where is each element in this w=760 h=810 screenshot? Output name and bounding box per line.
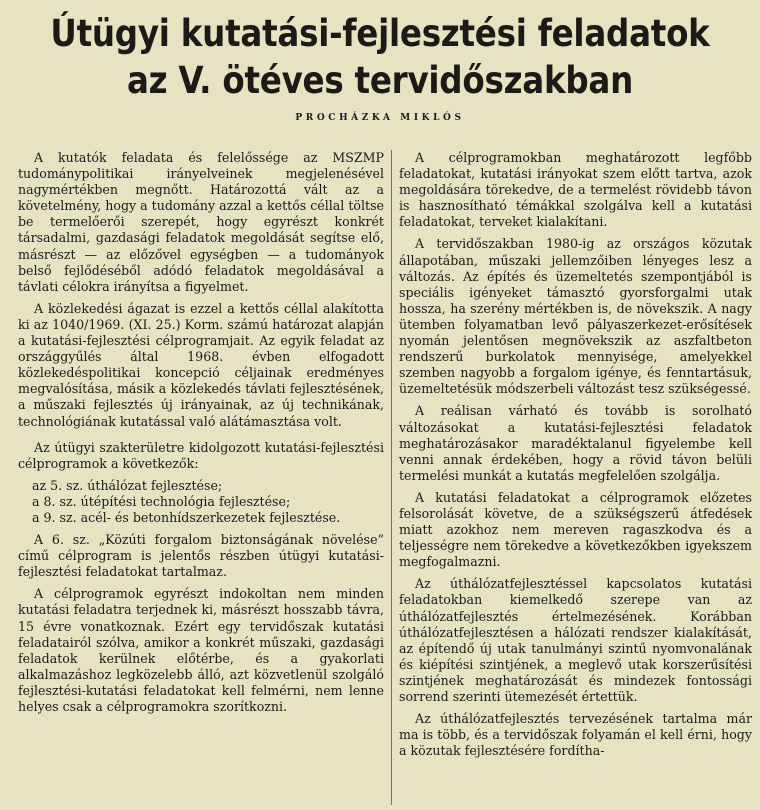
paragraph: A közlekedési ágazat is ezzel a kettős céllal alakította ki az 1040/1969. (XI. 25.) Korm. számú határozat alapján a kutatási-fejlesztési célprogramjait. Az egyik feladat az országgyűlés által 1968. évben elfogadott közlekedéspolitikai koncepció céljainak eredményes megvalósítása, másik a közlekedés távlati fejlesztésének, a műszaki fejlesztés új irányainak, az új technikának, technológiának kutatással való alátámasztása volt. bbox=[18, 300, 384, 429]
column-divider bbox=[391, 150, 392, 805]
article-title bbox=[46, 10, 715, 104]
title-line-2: az V. ötéves tervidőszakban bbox=[126, 59, 634, 102]
paragraph: Az útügyi szakterületre kidolgozott kutatási-fejlesztési célprogramok a következők: bbox=[18, 439, 384, 471]
list-item: a 9. sz. acél- és betonhídszerkezetek fejlesztése. bbox=[32, 509, 341, 525]
author-byline: PROCHÁZKA MIKLÓS bbox=[295, 113, 465, 123]
list-item: az 5. sz. úthálózat fejlesztése; bbox=[32, 477, 223, 493]
paragraph: A tervidőszakban 1980-ig az országos közutak állapotában, műszaki jellemzőiben lényeges lesz a változás. Az építés és üzemeltetés szempontjából is speciális igényeket támasztó gyorsforgalmi utak hossza, ha szerény mértékben is, de növekszik. A nagy ütemben folyamatban levő pályaszerkezet-erősítések nyomán jelentősen megnövekszik az aszfaltbeton rendszerű burkolatok mennyisége, amelyekkel szemben nagyobb a forgalom igénye, és fenntartásuk, üzemeltetésük módszerbeli változást tesz szükségessé. bbox=[399, 236, 752, 397]
title-line-1: Útügyi kutatási-fejlesztési feladatok bbox=[50, 12, 710, 55]
paragraph: A célprogramok egyrészt indokoltan nem minden kutatási feladatra terjednek ki, másrészt hosszabb távra, 15 évre vonatkoznak. Ezért egy tervidőszak kutatási feladatairól szólva, amikor a konkrét műszaki, gazdasági feladatok kerülnek előtérbe, és a gyakorlati alkalmazáshoz legközelebb álló, azt közvetlenül szolgáló fejlesztési-kutatási feladatokat kell felmérni, nem lenne helyes csak a célprogramokra szorítkozni. bbox=[18, 586, 384, 714]
paragraph: A kutatók feladata és felelőssége az MSZMP tudománypolitikai irányelveinek megjelenésével nagymértékben megnőtt. Határozottá vált az a követelmény, hogy a tudomány azzal a kettős céllal töltse be termelőerői szerepét, hogy egyrészt konkrét társadalmi, gazdasági feladatok megoldását segítse elő, másrészt — az előzővel egységben — a tudományok belső fejlődéséből adódó feladatok megoldásával a távlati célokra irányítsa a figyelmet. bbox=[18, 150, 384, 294]
paragraph: A célprogramokban meghatározott legfőbb feladatokat, kutatási irányokat szem előtt tartva, azok megoldására törekedve, de a termelést rövidebb távon is hasznosítható témákkal szolgálva kell a kutatási feladatokat, terveket kialakítani. bbox=[399, 150, 752, 230]
right-column bbox=[399, 150, 752, 765]
left-column bbox=[18, 150, 384, 721]
paragraph: Az úthálózatfejlesztéssel kapcsolatos kutatási feladatokban kiemelkedő szerepe van az úthálózatfejlesztés értelmezésének. Korábban úthálózatfejlesztésen a hálózati rendszer kialakítását, az építendő új utak tanulmányi szintű nyomvonalának és kiépítési szintjének, a meglevő utak korszerűsítési szintjének meghatározását és mindezek fontossági sorrend szerinti ütemezését értettük. bbox=[399, 576, 752, 704]
paragraph: A reálisan várható és tovább is sorolható változásokat a kutatási-fejlesztési feladatok meghatározásakor maradéktalanul figyelembe kell venni annak érdekében, hogy a rövid távon belüli termelési munkát a kutatás megfelelően szolgálja. bbox=[399, 403, 752, 483]
paragraph: A kutatási feladatokat a célprogramok előzetes felsorolását követve, de a szükségszerű átfedések miatt azokhoz nem mereven ragaszkodva és a teljességre nem törekedve a következőkben igyekszem megfogalmazni. bbox=[399, 489, 752, 570]
paragraph: Az úthálózatfejlesztés tervezésének tartalma már ma is több, és a tervidőszak folyamán el kell érni, hogy a közutak fejlesztésére fordítha- bbox=[399, 711, 752, 759]
list-item: a 8. sz. útépítési technológia fejlesztése; bbox=[32, 493, 291, 509]
paragraph: A 6. sz. „Közúti forgalom biztonságának növelése” című célprogram is jelentős részben útügyi kutatási-fejlesztési feladatokat tartalmaz. bbox=[18, 532, 384, 580]
